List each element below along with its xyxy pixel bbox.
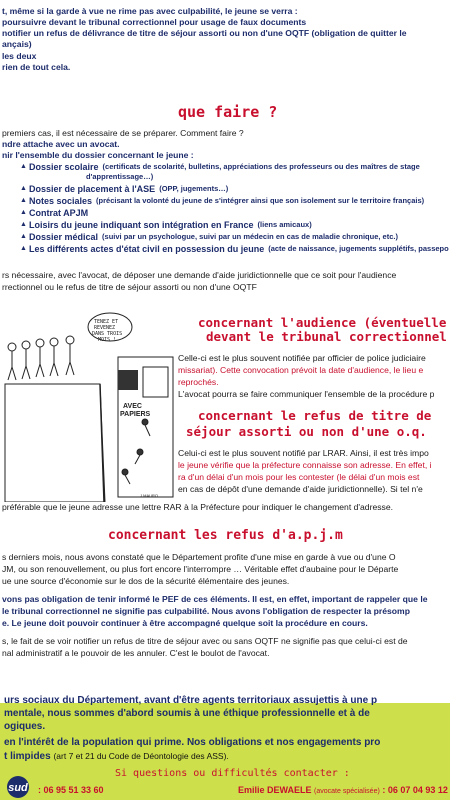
bullet-detail: (certificats de scolarité, bulletins, appréciations des professeurs ou des maîtres de stage [102, 162, 420, 171]
section4-line-8: nal administratif a le pouvoir de les annuler. C'est le boulot de l'avocat. [2, 648, 270, 658]
bullet-detail: (acte de naissance, jugements supplétifs, passepo [268, 244, 449, 253]
section-heading-audience: concernant l'audience (éventuelle [198, 315, 447, 330]
svg-text:AVECPAPIERS: AVEC PAPIERS [120, 403, 151, 418]
section3-line-2: le jeune vérifie que la préfecture connaisse son adresse. En effet, i [178, 460, 432, 470]
footer-line-5-text: t limpides [4, 751, 51, 762]
intro-line-1: t, même si la garde à vue ne rime pas avec culpabilité, le jeune se verra : [2, 6, 298, 16]
contact-phone-1[interactable]: : 06 95 51 33 60 [38, 785, 104, 795]
evidence-list [20, 162, 450, 254]
sud-logo-icon [2, 775, 34, 799]
section1-after-1: rs nécessaire, avec l'avocat, de déposer une demande d'aide juridictionnelle que ce soit pour l'audience [2, 270, 397, 280]
svg-text:J.MAURO: J.MAURO [140, 493, 158, 498]
footer-article-note: (art 7 et 21 du Code de Déontologie des ASS). [53, 751, 229, 761]
section-heading-refus-titre-2: séjour assorti ou non d'une o.q. [186, 424, 427, 439]
section-heading-refus-titre: concernant le refus de titre de [198, 408, 432, 423]
footer-line-1: urs sociaux du Département, avant d'être agents territoriaux assujettis à une p [4, 695, 378, 706]
section4-line-1: s derniers mois, nous avons constaté que le Département profite d'une mise en garde à vue ou d'une O [2, 552, 396, 562]
cartoon-sign-text: TENEZ ET REVENEZ DANS TROIS MOIS ! [92, 319, 123, 343]
lawyer-name: Emilie DEWAELE [238, 785, 312, 795]
section-heading-apjm: concernant les refus d'a.p.j.m [108, 528, 343, 543]
section3-line-3: ra d'un délai d'un mois pour les contester (le délai d'un mois est [178, 472, 420, 482]
bullet-detail: (suivi par un psychologue, suivi par un médecin en cas de maladie chronique, etc.) [102, 232, 398, 241]
bullet-label: Les différents actes d'état civil en possession du jeune [29, 244, 265, 254]
intro-line-5: les deux [2, 51, 37, 61]
section1-line-3: nir l'ensemble du dossier concernant le jeune : [2, 150, 194, 160]
section2-line-4: L'avocat pourra se faire communiquer l'ensemble de la procédure p [178, 389, 435, 399]
list-item [20, 244, 450, 254]
footer-line-4: en l'intérêt de la population qui prime. Nos obligations et nos engagements pro [4, 737, 381, 748]
triangle-bullet-icon: ▲ [20, 209, 27, 216]
bullet-label: Notes sociales [29, 196, 93, 206]
section2-line-1: Celle-ci est le plus souvent notifiée par officier de police judiciaire [178, 353, 426, 363]
list-item [20, 184, 450, 194]
section1-line-1: premiers cas, il est nécessaire de se préparer. Comment faire ? [2, 128, 244, 138]
triangle-bullet-icon: ▲ [20, 245, 27, 252]
intro-line-3: notifier un refus de délivrance de titre de séjour assorti ou non d'une OQTF (obligation de quitter le [2, 28, 407, 38]
section4-line-5: le tribunal correctionnel ne signifie pas culpabilité. Nous avons l'obligation de respecter la présomp [2, 606, 410, 616]
list-item [20, 232, 450, 242]
bullet-detail: (précisant la volonté du jeune de s'intégrer ainsi que son isolement sur le territoire français) [96, 196, 425, 205]
section4-line-4: vons pas obligation de tenir informé le PEF de ces éléments. Il est, en effet, important de rappeler que le [2, 594, 428, 604]
bullet-label: Dossier médical [29, 232, 99, 242]
list-item [20, 208, 450, 218]
section3-line-4: en cas de dépôt d'une demande d'aide juridictionnelle). Si tel n'e [178, 484, 423, 494]
footer-banner [0, 695, 450, 800]
intro-line-2: poursuivre devant le tribunal correctionnel pour usage de faux documents [2, 17, 307, 27]
list-item [20, 220, 450, 230]
contact-lawyer [238, 785, 448, 795]
section3-line-1: Celui-ci est le plus souvent notifié par LRAR. Ainsi, il est très impo [178, 448, 429, 458]
section4-line-6: e. Le jeune doit pouvoir continuer à être accompagné quelque soit la procédure en cours. [2, 618, 368, 628]
section1-line-2: ndre attache avec un avocat. [2, 139, 120, 149]
triangle-bullet-icon: ▲ [20, 185, 27, 192]
section2-line-2: missariat). Cette convocation prévoit la date d'audience, le lieu e [178, 365, 424, 375]
section1-after-2: rrectionnel ou le refus de titre de séjour assorti ou non d'une OQTF [2, 282, 257, 292]
footer-line-2: mentale, nous sommes d'abord soumis à une éthique professionnelle et à de [4, 708, 370, 719]
bullet-label: Loisirs du jeune indiquant son intégration en France [29, 220, 254, 230]
footer-line-5 [4, 750, 450, 763]
cartoon-illustration [0, 312, 175, 502]
section-heading-que-faire: que faire ? [178, 103, 278, 121]
triangle-bullet-icon: ▲ [20, 233, 27, 240]
list-item [20, 162, 450, 172]
contact-title: Si questions ou difficultés contacter : [115, 768, 350, 779]
section2-line-3: reprochés. [178, 377, 219, 387]
bullet-label: Contrat APJM [29, 208, 89, 218]
bullet-detail: d'apprentissage…) [86, 172, 154, 181]
section4-line-3: ue une source d'économie sur le dos de la sécurité élémentaire des jeunes. [2, 576, 290, 586]
section-heading-audience-2: devant le tribunal correctionnel [206, 329, 447, 344]
bullet-detail: (OPP, jugements…) [159, 184, 229, 193]
list-item [20, 172, 450, 182]
intro-line-4: ançais) [2, 39, 32, 49]
triangle-bullet-icon: ▲ [20, 163, 27, 170]
list-item [20, 196, 450, 206]
intro-line-6: rien de tout cela. [2, 62, 71, 72]
bullet-detail: (liens amicaux) [257, 220, 312, 229]
section3-line-5: préférable que le jeune adresse une lettre RAR à la Préfecture pour indiquer le changement d'adresse. [2, 502, 393, 512]
svg-text:sud: sud [8, 782, 28, 794]
triangle-bullet-icon: ▲ [20, 221, 27, 228]
bullet-label: Dossier scolaire [29, 162, 99, 172]
contact-phone-2[interactable]: : 06 07 04 93 12 [382, 785, 448, 795]
footer-line-3: ogiques. [4, 721, 46, 732]
section4-line-7: s, le fait de se voir notifier un refus de titre de séjour avec ou sans OQTF ne signifie pas que celui-ci est de [2, 636, 408, 646]
bullet-label: Dossier de placement à l'ASE [29, 184, 156, 194]
lawyer-note: (avocate spécialisée) [314, 788, 380, 795]
section4-line-2: JM, ou son renouvellement, ou plus fort encore l'interrompre … Véritable effet d'aubaine pour le Départe [2, 564, 399, 574]
triangle-bullet-icon: ▲ [20, 197, 27, 204]
